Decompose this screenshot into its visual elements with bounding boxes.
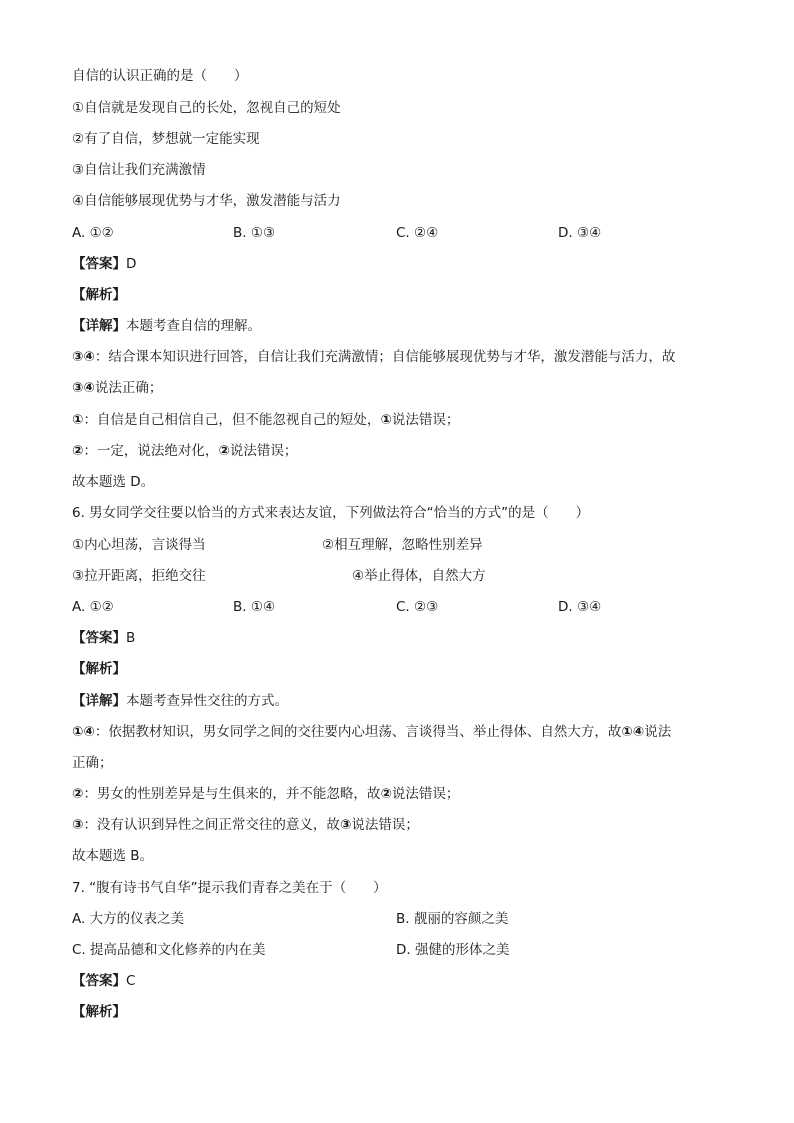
q6-explanation-1: ①④：依据教材知识，男女同学之间的交往要内心坦荡、言谈得当、举止得体、自然大方，故①④说法 (72, 724, 672, 740)
q6-conclusion: 故本题选 B。 (72, 848, 154, 864)
q5-item-3: ③自信让我们充满激情 (72, 162, 206, 178)
q5-analysis-tag: 【解析】 (72, 287, 126, 303)
q6-explanation-3: ③：没有认识到异性之间正常交往的意义，故③说法错误； (72, 817, 419, 833)
q7-stem: 7. “腹有诗书气自华”提示我们青春之美在于（ ） (72, 880, 387, 896)
answer-tag: 【答案】 (72, 630, 126, 646)
q6-analysis-tag: 【解析】 (72, 661, 126, 677)
q6-answer (72, 628, 135, 648)
q6-option-d: D. ③④ (558, 599, 602, 615)
q6-item-4: ④举止得体，自然大方 (352, 568, 486, 584)
q6-item-2: ②相互理解，忽略性别差异 (322, 537, 483, 553)
answer-tag: 【答案】 (72, 256, 126, 272)
q7-option-a: A. 大方的仪表之美 (72, 911, 185, 927)
q5-item-2: ②有了自信，梦想就一定能实现 (72, 131, 260, 147)
q7-option-c: C. 提高品德和文化修养的内在美 (72, 942, 266, 958)
q6-option-b: B. ①④ (233, 599, 276, 615)
answer-value: D (126, 256, 137, 272)
q6-explanation-2: ②：男女的性别差异是与生俱来的，并不能忽略，故②说法错误； (72, 786, 460, 802)
q5-stem: 自信的认识正确的是（ ） (72, 68, 248, 84)
detail-tag: 【详解】 (72, 318, 126, 334)
q7-option-b: B. 靓丽的容颜之美 (396, 911, 509, 927)
q5-option-c: C. ②④ (396, 225, 439, 241)
q5-item-1: ①自信就是发现自己的长处，忽视自己的短处 (72, 100, 341, 116)
q7-analysis-tag: 【解析】 (72, 1004, 126, 1020)
q5-answer (72, 254, 136, 274)
q5-explanation-3: ②：一定，说法绝对化，②说法错误； (72, 443, 298, 459)
q7-option-d: D. 强健的形体之美 (396, 942, 510, 958)
q5-explanation-2: ①：自信是自己相信自己，但不能忽视自己的短处，①说法错误； (72, 412, 460, 428)
q6-item-3: ③拉开距离，拒绝交往 (72, 568, 206, 584)
q5-detail: 【详解】本题考查自信的理解。 (72, 318, 261, 334)
q5-explanation-1-cont: ③④说法正确； (72, 380, 163, 396)
answer-value: B (126, 630, 136, 646)
answer-tag: 【答案】 (72, 973, 126, 989)
q5-conclusion: 故本题选 D。 (72, 474, 155, 490)
detail-tag: 【详解】 (72, 693, 126, 709)
q6-stem: 6. 男女同学交往要以恰当的方式来表达友谊，下列做法符合“恰当的方式”的是（ ） (72, 505, 590, 521)
q6-detail: 【详解】本题考查异性交往的方式。 (72, 693, 288, 709)
q6-option-c: C. ②③ (396, 599, 439, 615)
q5-option-b: B. ①③ (233, 225, 276, 241)
q5-option-d: D. ③④ (558, 225, 602, 241)
q6-item-1: ①内心坦荡，言谈得当 (72, 537, 206, 553)
q5-item-4: ④自信能够展现优势与才华，激发潜能与活力 (72, 193, 341, 209)
q7-answer (72, 971, 135, 991)
q6-explanation-1-cont: 正确； (72, 755, 113, 771)
answer-value: C (126, 973, 136, 989)
q5-explanation-1: ③④：结合课本知识进行回答，自信让我们充满激情；自信能够展现优势与才华，激发潜能与活力，故 (72, 349, 676, 365)
q5-option-a: A. ①② (72, 225, 114, 241)
q6-option-a: A. ①② (72, 599, 114, 615)
